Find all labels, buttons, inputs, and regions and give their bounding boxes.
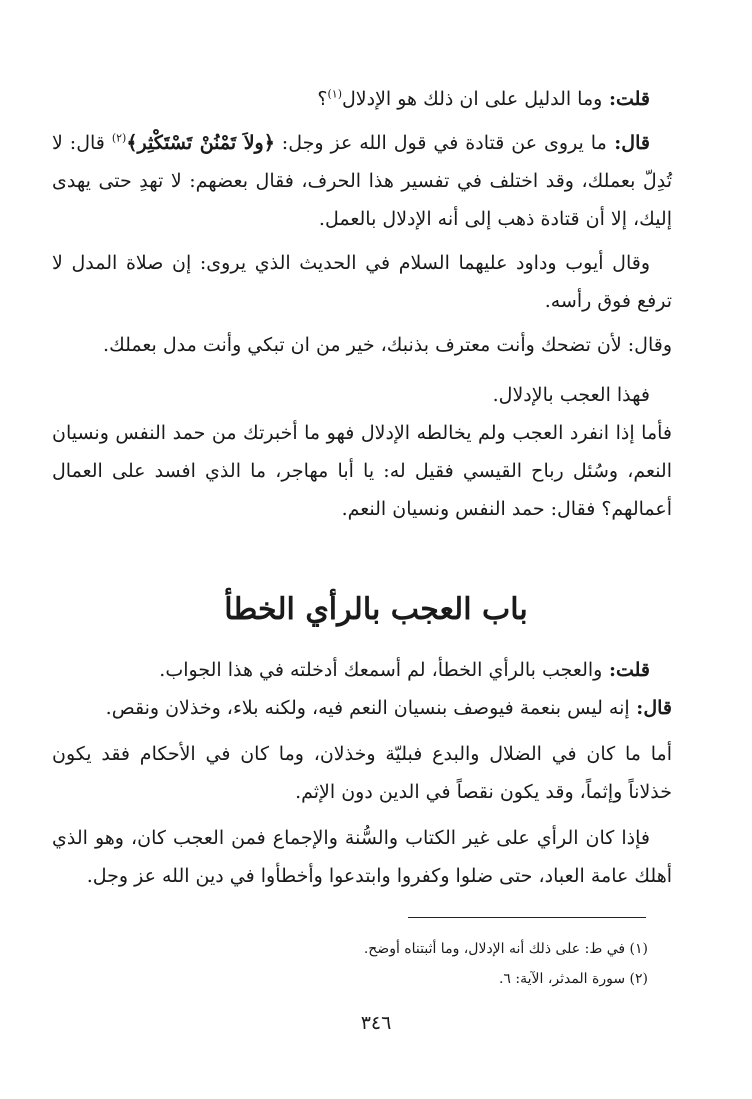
question-2 [52,651,672,689]
question-lead: قلت: [602,659,650,681]
chapter-heading: باب العجب بالرأي الخطأ [224,592,528,627]
paragraph-rabah: فأما إذا انفرد العجب ولم يخالطه الإدلال فهو ما أخبرتك من حمد النفس ونسيان النعم، وسُئل رباح القيسي فقيل له: يا أبا مهاجر، ما الذي افسد على العمال أعمالهم؟ فقال: حمد النفس ونسيان النعم. [52,422,672,520]
paragraph-dalal: أما ما كان في الضلال والبدع فبليّة وخذلان، وما كان في الأحكام فقد يكون خذلاناً وإثماً، وقد يكون نقصاً في الدين دون الإثم. [52,743,672,803]
paragraph-idlal-summary: فهذا العجب بالإدلال. [492,384,650,406]
footnote-ref-2: (٢) [111,131,127,145]
question-lead: قلت: [602,88,650,110]
answer-lead: قال: [606,132,650,154]
answer-2 [52,689,672,727]
question-mark: ؟ [317,88,328,110]
answer-1 [52,124,672,238]
answer-text-part-2: قال: لا تُدِلّ بعملك، وقد اختلف في تفسير هذا الحرف، فقال بعضهم: لا تهدِ حتى يهدى إليك، إلا أن قتادة ذهب إلى أنه الإدلال بالعمل. [52,132,672,230]
footnotes [60,934,648,994]
answer-lead: قال: [629,697,672,719]
paragraph-ayyub-dawud: وقال أيوب وداود عليهما السلام في الحديث الذي يروى: إن صلاة المدل لا ترفع فوق رأسه. [52,252,672,312]
paragraph-laughing: وقال: لأن تضحك وأنت معترف بذنبك، خير من ان تبكي وأنت مدل بعملك. [103,334,672,356]
page-number: ٣٤٦ [360,1012,392,1034]
question-1 [52,80,672,118]
footnote-ref-1: (١) [327,87,342,101]
section-1 [52,80,672,528]
footnote-1: (١) في ط: على ذلك أنه الإدلال، وما أثبتناه أوضح. [363,941,648,957]
footnote-2: (٢) سورة المدثر، الآية: ٦. [498,971,648,987]
quran-verse: ﴿ولاَ تَمْنُنْ تَسْتَكْثِر﴾ [126,132,275,154]
question-text: وما الدليل على ان ذلك هو الإدلال [341,88,603,110]
answer-text: إنه ليس بنعمة فيوصف بنسيان النعم فيه، ولكنه بلاء، وخذلان ونقص. [105,697,630,719]
footnote-divider [408,917,646,918]
answer-text-part-1: ما يروى عن قتادة في قول الله عز وجل: [274,132,607,154]
question-text: والعجب بالرأي الخطأ، لم أسمعك أدخلته في هذا الجواب. [159,659,603,681]
paragraph-ray: فإذا كان الرأي على غير الكتاب والسُّنة والإجماع فمن العجب كان، وهو الذي أهلك عامة العباد، حتى ضلوا وكفروا وابتدعوا وأخطأوا في دين الله عز وجل. [52,827,672,887]
section-2 [52,651,672,895]
